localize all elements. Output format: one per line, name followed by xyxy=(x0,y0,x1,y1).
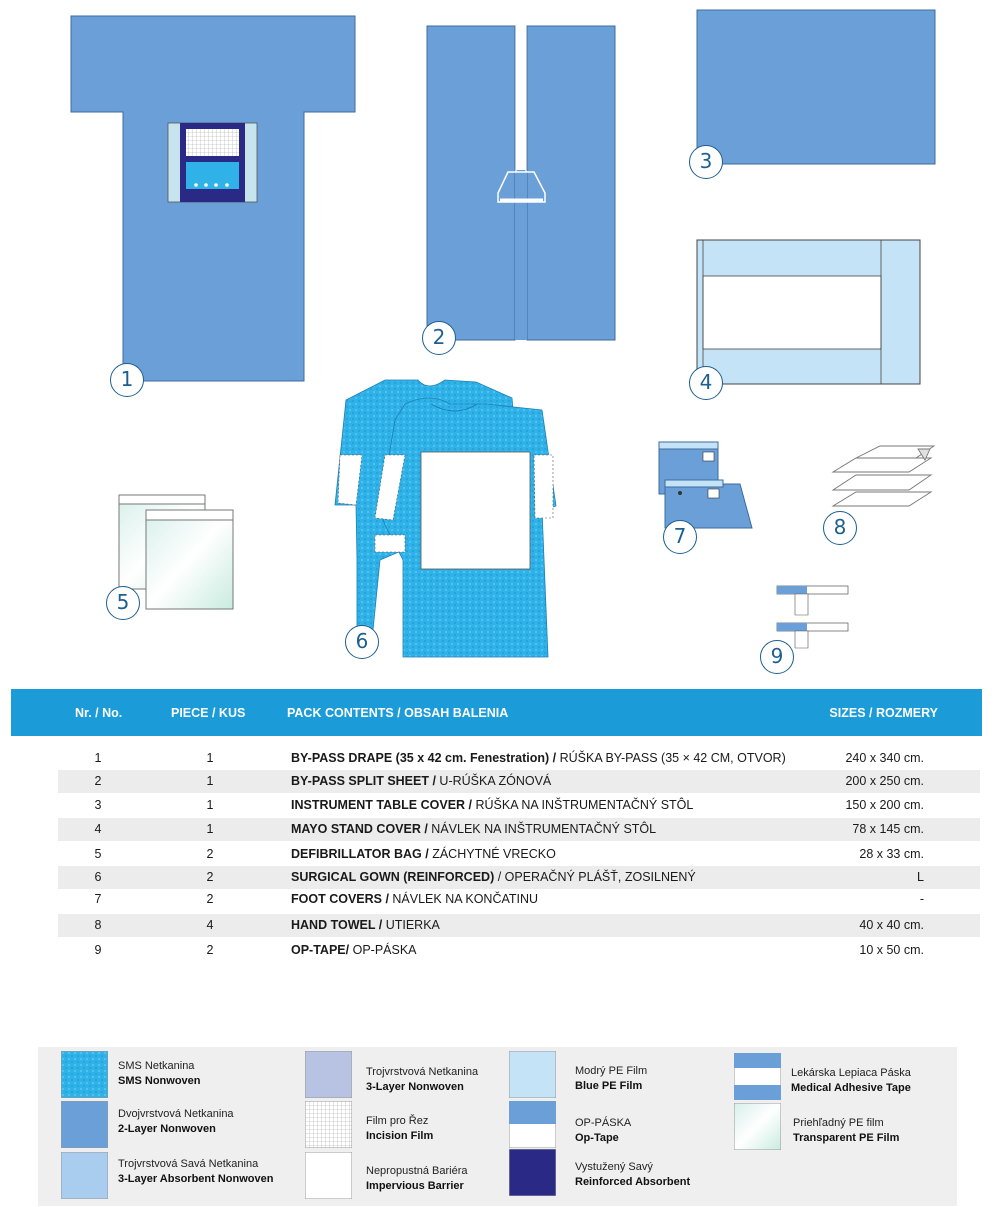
legend-incision: Film pro Řez Incision Film xyxy=(366,1115,434,1142)
legend-medical-tape: Lekárska Lepiaca Páska Medical Adhesive Tape xyxy=(791,1067,911,1094)
row-piece: 2 xyxy=(206,943,214,957)
row-contents: BY-PASS DRAPE (35 x 42 cm. Fenestration) / RÚŠKA BY-PASS (35 × 42 CM, OTVOR) xyxy=(291,751,786,765)
foot-cover-illustration xyxy=(659,442,752,528)
table-row xyxy=(58,914,980,937)
contents-table-header xyxy=(11,689,982,736)
row-piece: 1 xyxy=(206,798,214,812)
two-layer-swatch xyxy=(61,1101,108,1148)
item-number-7: 7 xyxy=(663,520,697,554)
legend-sms: SMS Netkanina SMS Nonwoven xyxy=(118,1060,201,1087)
row-contents: HAND TOWEL / UTIERKA xyxy=(291,918,440,932)
table-row xyxy=(58,770,980,793)
row-size: 240 x 340 cm. xyxy=(845,751,924,765)
row-piece: 2 xyxy=(206,870,214,884)
item-number-3: 3 xyxy=(689,145,723,179)
table-row xyxy=(58,866,980,889)
row-contents: OP-TAPE/ OP-PÁSKA xyxy=(291,943,417,957)
three-layer-swatch xyxy=(305,1051,352,1098)
row-contents: DEFIBRILLATOR BAG / ZÁCHYTNÉ VRECKO xyxy=(291,847,556,861)
item-number-2: 2 xyxy=(422,321,456,355)
table-row xyxy=(58,747,980,770)
header-sizes: SIZES / ROZMERY xyxy=(829,706,938,720)
incision-swatch xyxy=(305,1101,352,1148)
legend-three-layer: Trojvrstvová Netkanina 3-Layer Nonwoven xyxy=(366,1066,479,1093)
row-nr: 1 xyxy=(94,751,102,765)
row-nr: 5 xyxy=(94,847,102,861)
row-size: 150 x 200 cm. xyxy=(845,798,924,812)
op-tape-swatch xyxy=(509,1101,556,1148)
table-row xyxy=(58,888,980,911)
surgical-gown-illustration xyxy=(335,380,556,657)
legend-blue-pe: Modrý PE Film Blue PE Film xyxy=(575,1065,648,1092)
hand-towel-illustration xyxy=(833,446,934,506)
sms-swatch xyxy=(61,1051,108,1098)
table-cover-illustration xyxy=(697,10,935,164)
row-contents: BY-PASS SPLIT SHEET / U-RÚŠKA ZÓNOVÁ xyxy=(291,774,552,788)
header-piece: PIECE / KUS xyxy=(171,706,246,720)
item-number-4: 4 xyxy=(689,366,723,400)
row-nr: 4 xyxy=(94,822,102,836)
absorbent-swatch xyxy=(61,1152,108,1199)
legend-two-layer: Dvojvrstvová Netkanina 2-Layer Nonwoven xyxy=(118,1108,234,1135)
row-size: 78 x 145 cm. xyxy=(852,822,924,836)
impervious-swatch xyxy=(305,1152,352,1199)
table-row xyxy=(58,794,980,817)
row-piece: 2 xyxy=(206,892,214,906)
medical-tape-swatch xyxy=(734,1053,781,1100)
row-contents: FOOT COVERS / NÁVLEK NA KONČATINU xyxy=(291,892,539,906)
item-number-5: 5 xyxy=(106,586,140,620)
row-piece: 1 xyxy=(206,822,214,836)
mayo-cover-illustration xyxy=(697,240,920,384)
row-nr: 8 xyxy=(94,918,102,932)
row-size: 40 x 40 cm. xyxy=(859,918,924,932)
row-contents: INSTRUMENT TABLE COVER / RÚŠKA NA INŠTRUMENTAČNÝ STÔL xyxy=(291,798,694,812)
item-number-1: 1 xyxy=(110,363,144,397)
op-tape-illustration xyxy=(777,586,848,648)
legend-reinforced: Vystužený Savý Reinforced Absorbent xyxy=(575,1161,691,1188)
transparent-swatch xyxy=(734,1103,781,1150)
row-size: 200 x 250 cm. xyxy=(845,774,924,788)
table-row xyxy=(58,818,980,841)
split-sheet-illustration xyxy=(427,26,615,340)
blue-pe-swatch xyxy=(509,1051,556,1098)
bypass-drape-illustration xyxy=(71,16,355,381)
table-row xyxy=(58,843,980,866)
row-size: 10 x 50 cm. xyxy=(859,943,924,957)
header-contents: PACK CONTENTS / OBSAH BALENIA xyxy=(287,706,509,720)
row-size: L xyxy=(917,870,924,884)
legend-op-tape: OP-PÁSKA Op-Tape xyxy=(575,1117,632,1144)
row-piece: 1 xyxy=(206,774,214,788)
row-size: - xyxy=(919,892,924,906)
row-piece: 2 xyxy=(206,847,214,861)
legend-absorbent: Trojvrstvová Savá Netkanina 3-Layer Absorbent Nonwoven xyxy=(118,1158,274,1185)
row-nr: 6 xyxy=(94,870,102,884)
table-row xyxy=(58,939,980,962)
item-number-6: 6 xyxy=(345,625,379,659)
material-legend xyxy=(38,1047,957,1206)
row-nr: 9 xyxy=(94,943,102,957)
row-nr: 2 xyxy=(94,774,102,788)
legend-transparent: Priehľadný PE film Transparent PE Film xyxy=(793,1117,900,1144)
header-nr: Nr. / No. xyxy=(75,706,123,720)
row-contents: MAYO STAND COVER / NÁVLEK NA INŠTRUMENTAČNÝ STÔL xyxy=(291,822,657,836)
row-piece: 4 xyxy=(206,918,214,932)
row-nr: 3 xyxy=(94,798,102,812)
item-number-8: 8 xyxy=(823,511,857,545)
legend-impervious: Nepropustná Bariéra Impervious Barrier xyxy=(366,1165,468,1192)
row-contents: SURGICAL GOWN (REINFORCED) / OPERAČNÝ PLÁŠŤ, ZOSILNENÝ xyxy=(291,870,696,884)
item-number-9: 9 xyxy=(760,640,794,674)
reinforced-swatch xyxy=(509,1149,556,1196)
row-piece: 1 xyxy=(206,751,214,765)
row-nr: 7 xyxy=(94,892,102,906)
row-size: 28 x 33 cm. xyxy=(859,847,924,861)
